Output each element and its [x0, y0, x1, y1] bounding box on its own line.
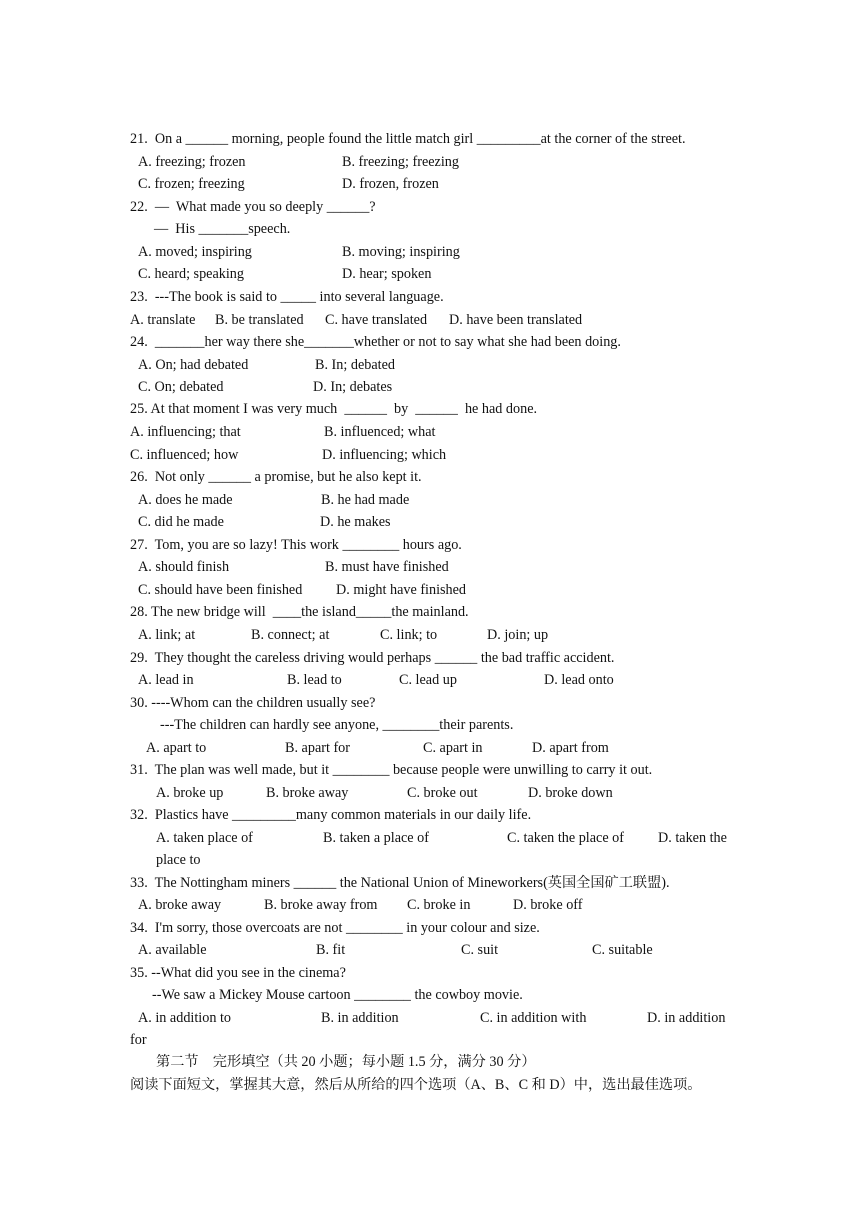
q30-option-d: D. apart from [532, 740, 609, 756]
q32-option-a: A. taken place of [156, 830, 253, 846]
q23-option-c: C. have translated [325, 312, 428, 328]
q23-option-d: D. have been translated [449, 312, 583, 328]
q21-stem: 21. On a ______ morning, people found the little match girl _________at the corner of the street. [130, 131, 686, 147]
q26-option-d: D. he makes [320, 514, 391, 530]
q33-option-c: C. broke in [407, 897, 471, 913]
q27-option-c: C. should have been finished [138, 582, 303, 598]
q34-option-a: A. available [138, 942, 207, 958]
q35-stem: 35. --What did you see in the cinema? [130, 965, 346, 981]
q24-option-d: D. In; debates [313, 379, 393, 395]
q35-option-b: B. in addition [321, 1010, 399, 1026]
q32-option-d-wrap: place to [156, 852, 201, 868]
q31-option-b: B. broke away [266, 785, 349, 801]
q26-stem: 26. Not only ______ a promise, but he also kept it. [130, 469, 422, 485]
q22-option-b: B. moving; inspiring [342, 244, 460, 260]
q21-option-b: B. freezing; freezing [342, 154, 459, 170]
q22-option-d: D. hear; spoken [342, 266, 432, 282]
q27-stem: 27. Tom, you are so lazy! This work ________ hours ago. [130, 537, 462, 553]
q32-stem: 32. Plastics have _________many common materials in our daily life. [130, 807, 532, 823]
q25-stem: 25. At that moment I was very much ______ by ______ he had done. [130, 401, 538, 417]
q30-option-c: C. apart in [423, 740, 483, 756]
q35-option-a: A. in addition to [138, 1010, 232, 1026]
q35-option-c: C. in addition with [480, 1010, 587, 1026]
q21-option-a: A. freezing; frozen [138, 154, 246, 170]
q35-option-d-wrap: for [130, 1032, 147, 1048]
q28-option-a: A. link; at [138, 627, 196, 643]
q32-option-c: C. taken the place of [507, 830, 624, 846]
q25-option-d: D. influencing; which [322, 447, 447, 463]
q25-option-c: C. influenced; how [130, 447, 239, 463]
q35-reply: --We saw a Mickey Mouse cartoon ________ the cowboy movie. [152, 987, 523, 1003]
q31-option-a: A. broke up [156, 785, 224, 801]
q25-option-a: A. influencing; that [130, 424, 241, 440]
q30-option-a: A. apart to [146, 740, 207, 756]
q21-option-c: C. frozen; freezing [138, 176, 245, 192]
q31-option-c: C. broke out [407, 785, 478, 801]
q30-reply: ---The children can hardly see anyone, ________their parents. [160, 717, 514, 733]
q26-option-b: B. he had made [321, 492, 410, 508]
q28-option-d: D. join; up [487, 627, 549, 643]
q30-option-b: B. apart for [285, 740, 351, 756]
q32-option-d: D. taken the [658, 830, 727, 846]
q24-stem: 24. _______her way there she_______whether or not to say what she had been doing. [130, 334, 621, 350]
section2-heading: 第二节 完形填空（共 20 小题；每小题 1.5 分，满分 30 分） [156, 1054, 536, 1070]
q34-option-d: C. suitable [592, 942, 653, 958]
q35-option-d: D. in addition [647, 1010, 726, 1026]
q29-option-d: D. lead onto [544, 672, 614, 688]
q34-option-b: B. fit [316, 942, 346, 958]
q24-option-c: C. On; debated [138, 379, 224, 395]
q32-option-b: B. taken a place of [323, 830, 429, 846]
q33-option-a: A. broke away [138, 897, 222, 913]
q26-option-c: C. did he made [138, 514, 224, 530]
q28-stem: 28. The new bridge will ____the island_____the mainland. [130, 604, 469, 620]
q30-stem: 30. ----Whom can the children usually see? [130, 695, 376, 711]
q27-option-a: A. should finish [138, 559, 230, 575]
q26-option-a: A. does he made [138, 492, 233, 508]
q29-option-b: B. lead to [287, 672, 342, 688]
q23-option-a: A. translate [130, 312, 196, 328]
q31-option-d: D. broke down [528, 785, 613, 801]
q29-stem: 29. They thought the careless driving would perhaps ______ the bad traffic accident. [130, 650, 615, 666]
q33-option-d: D. broke off [513, 897, 583, 913]
q23-stem: 23. ---The book is said to _____ into several language. [130, 289, 444, 305]
q27-option-b: B. must have finished [325, 559, 449, 575]
q21-option-d: D. frozen, frozen [342, 176, 439, 192]
q34-stem: 34. I'm sorry, those overcoats are not ________ in your colour and size. [130, 920, 540, 936]
q29-option-a: A. lead in [138, 672, 194, 688]
q23-option-b: B. be translated [215, 312, 304, 328]
q22-option-c: C. heard; speaking [138, 266, 244, 282]
q22-option-a: A. moved; inspiring [138, 244, 252, 260]
q34-option-c: C. suit [461, 942, 499, 958]
q29-option-c: C. lead up [399, 672, 457, 688]
q33-option-b: B. broke away from [264, 897, 378, 913]
q28-option-c: C. link; to [380, 627, 438, 643]
q28-option-b: B. connect; at [251, 627, 330, 643]
section2-instruction: 阅读下面短文，掌握其大意，然后从所给的四个选项（A、B、C 和 D）中，选出最佳选项。 [130, 1077, 702, 1093]
q24-option-b: B. In; debated [315, 357, 395, 373]
q33-stem: 33. The Nottingham miners ______ the National Union of Mineworkers(英国全国矿工联盟). [130, 875, 670, 891]
q27-option-d: D. might have finished [336, 582, 467, 598]
q22-reply: — His _______speech. [154, 221, 291, 237]
q31-stem: 31. The plan was well made, but it ________ because people were unwilling to carry it out. [130, 762, 653, 778]
q25-option-b: B. influenced; what [324, 424, 436, 440]
q24-option-a: A. On; had debated [138, 357, 249, 373]
q22-stem: 22. — What made you so deeply ______? [130, 199, 376, 215]
